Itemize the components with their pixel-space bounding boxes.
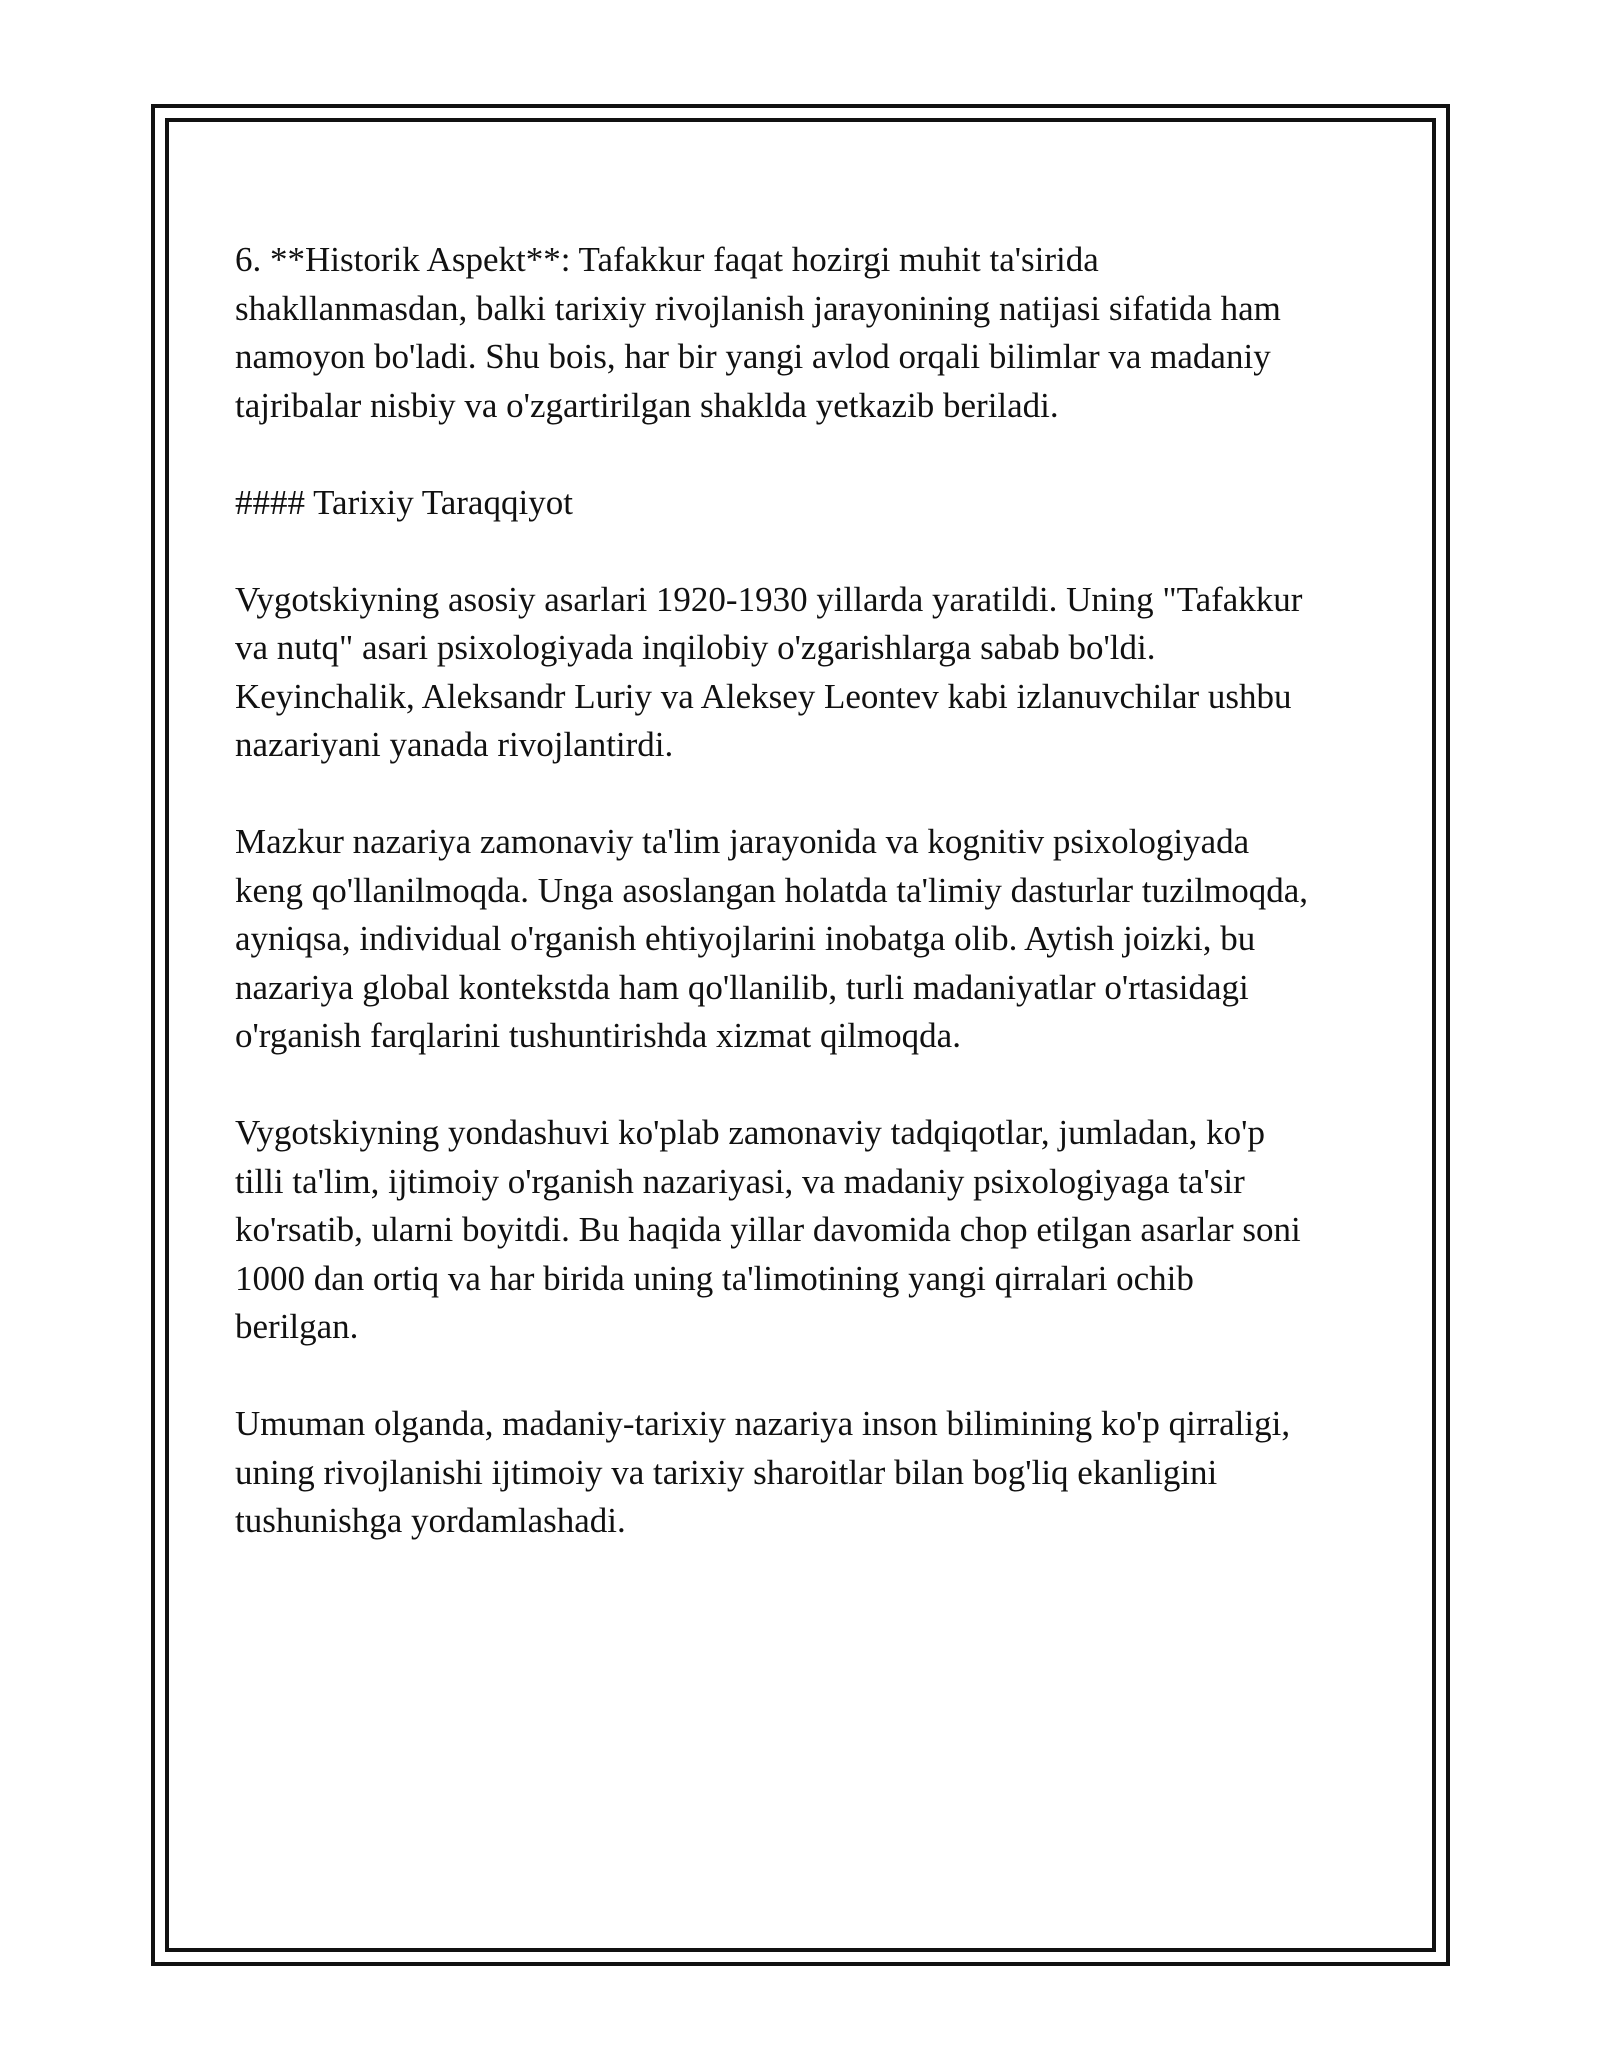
heading-text: #### Tarixiy Taraqqiyot xyxy=(235,482,573,522)
paragraph-historik-aspekt xyxy=(235,236,1385,430)
text-line: ayniqsa, individual o'rganish ehtiyojlarini inobatga olib. Aytish joizki, bu xyxy=(235,919,1256,958)
paragraph-vygotskiy-works xyxy=(235,576,1385,770)
section-heading xyxy=(235,479,1385,528)
document-body xyxy=(235,236,1385,1594)
text-line: nazariyani yanada rivojlantirdi. xyxy=(235,725,674,764)
text-line: keng qo'llanilmoqda. Unga asoslangan holatda ta'limiy dasturlar tuzilmoqda, xyxy=(235,870,1309,910)
text-line: Vygotskiyning yondashuvi ko'plab zamonaviy tadqiqotlar, jumladan, ko'p xyxy=(235,1113,1265,1152)
text-line: Umuman olganda, madaniy-tarixiy nazariya inson bilimining ko'p qirraligi, xyxy=(235,1404,1291,1443)
text-line: ko'rsatib, ularni boyitdi. Bu haqida yillar davomida chop etilgan asarlar soni xyxy=(235,1210,1301,1249)
text-line: berilgan. xyxy=(235,1307,359,1346)
text-line: nazariya global kontekstda ham qo'llanilib, turli madaniyatlar o'rtasidagi xyxy=(235,967,1249,1007)
paragraph-research-influence xyxy=(235,1109,1385,1352)
paragraph-conclusion xyxy=(235,1400,1385,1546)
text-line: Mazkur nazariya zamonaviy ta'lim jarayonida va kognitiv psixologiyada xyxy=(235,822,1250,861)
paragraph-modern-education xyxy=(235,818,1385,1061)
text-line: tajribalar nisbiy va o'zgartirilgan shaklda yetkazib beriladi. xyxy=(235,385,1059,425)
text-line: va nutq" asari psixologiyada inqilobiy o'zgarishlarga sabab bo'ldi. xyxy=(235,628,1156,667)
text-line: 1000 dan ortiq va har birida uning ta'limotining yangi qirralari ochib xyxy=(235,1258,1194,1298)
text-line: 6. **Historik Aspekt**: Tafakkur faqat hozirgi muhit ta'sirida xyxy=(235,240,1099,279)
text-line: tushunishga yordamlashadi. xyxy=(235,1501,626,1540)
text-line: o'rganish farqlarini tushuntirishda xizmat qilmoqda. xyxy=(235,1016,961,1055)
text-line: Vygotskiyning asosiy asarlari 1920-1930 yillarda yaratildi. Uning "Tafakkur xyxy=(235,579,1303,619)
text-line: shakllanmasdan, balki tarixiy rivojlanish jarayonining natijasi sifatida ham xyxy=(235,288,1281,328)
text-line: tilli ta'lim, ijtimoiy o'rganish nazariyasi, va madaniy psixologiyaga ta'sir xyxy=(235,1161,1245,1201)
text-line: uning rivojlanishi ijtimoiy va tarixiy sharoitlar bilan bog'liq ekanligini xyxy=(235,1452,1218,1492)
text-line: namoyon bo'ladi. Shu bois, har bir yangi avlod orqali bilimlar va madaniy xyxy=(235,337,1271,376)
text-line: Keyinchalik, Aleksandr Luriy va Aleksey Leontev kabi izlanuvchilar ushbu xyxy=(235,676,1292,716)
